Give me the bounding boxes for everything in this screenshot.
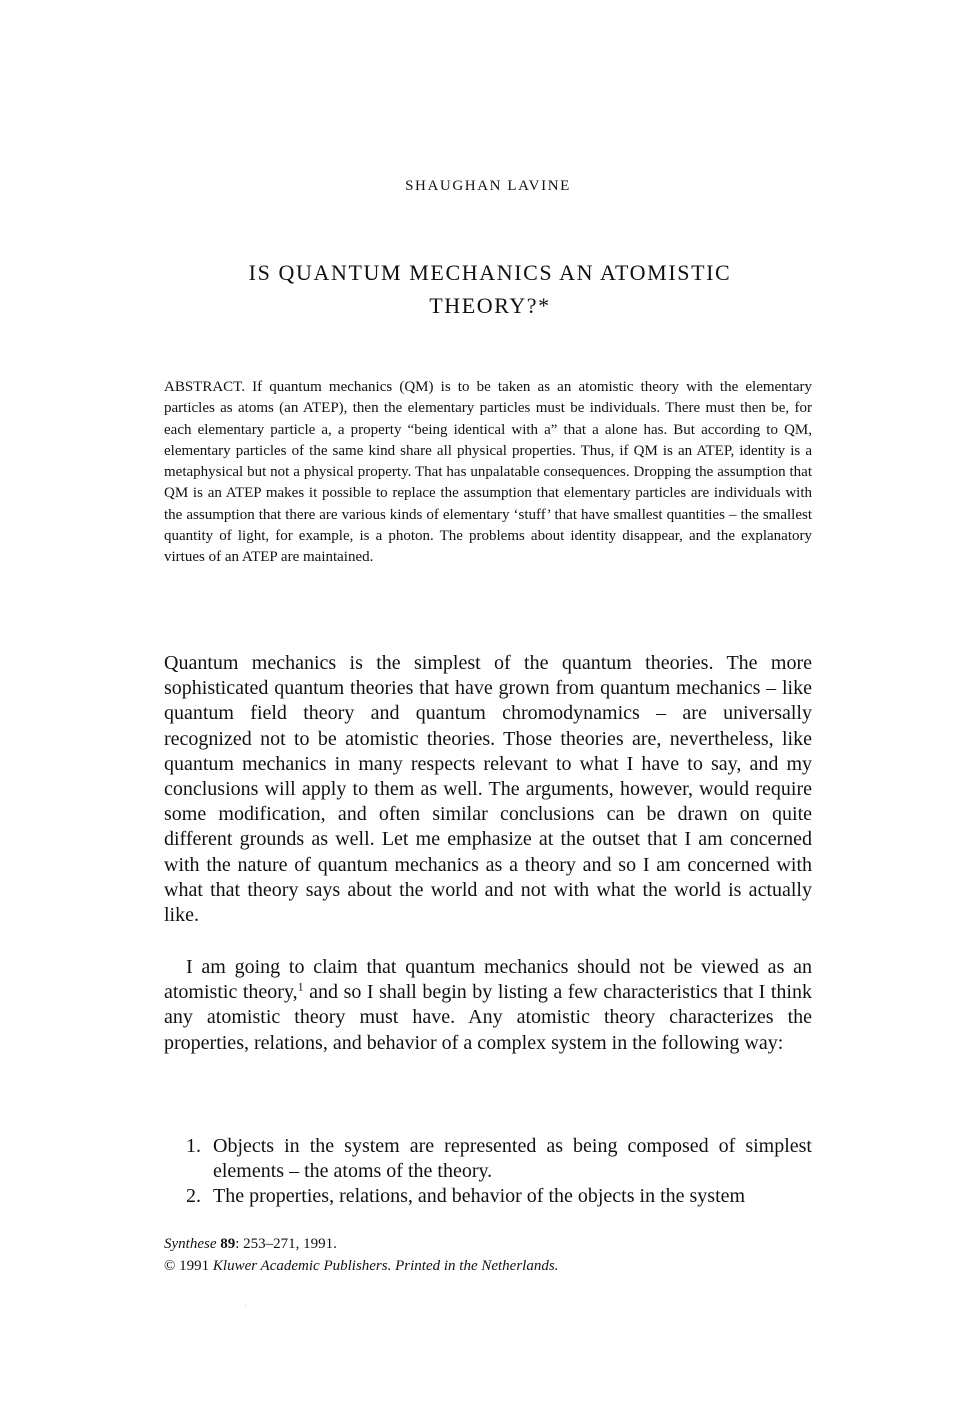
paragraph-2-text-end: and so I shall begin by listing a few characteristics that I think any atomistic theory must have. Any atomistic theory characterizes the properties, relations, and behavior of a complex system in the following way: (164, 981, 812, 1054)
list-item (164, 1134, 812, 1184)
list-item (164, 1184, 812, 1209)
list-item-text: Objects in the system are represented as being composed of simplest elements – the atoms of the theory. (213, 1135, 812, 1183)
publication-footer (164, 1234, 812, 1277)
characteristics-list (164, 1134, 812, 1210)
body-paragraph-1: Quantum mechanics is the simplest of the quantum theories. The more sophisticated quantum theories that have grown from quantum mechanics – like quantum field theory and quantum chromodynamics – are universally recognized not to be atomistic theories. Those theories are, nevertheless, like quantum mechanics in many respects relevant to what I have to say, and my conclusions will apply to them as well. The arguments, however, would require some modification, and often similar conclusions can be drawn on quite different grounds as well. Let me emphasize at the outset that I am concerned with the nature of quantum mechanics as a theory and so I am concerned with what that theory says about the world and not with what the world is actually like. (164, 652, 812, 927)
paper-title-line-1: IS QUANTUM MECHANICS AN ATOMISTIC (248, 260, 732, 285)
copyright-year: 1991 (179, 1257, 210, 1274)
journal-volume: 89 (220, 1236, 236, 1252)
list-item-number: 2. (186, 1185, 201, 1208)
copyright-icon: © (164, 1257, 176, 1274)
abstract: ABSTRACT. If quantum mechanics (QM) is to be taken as an atomistic theory with the elementary particles as atoms (an ATEP), then the elementary particles must be individuals. There must then be, for each elementary particle a, a property “being identical with a” that a alone has. But according to QM, elementary particles of the same kind share all physical properties. Thus, if QM is an ATEP, identity is a metaphysical but not a physical property. That has unpalatable consequences. Dropping the assumption that QM is an ATEP makes it possible to replace the assumption that elementary particles are individuals with the assumption that there are various kinds of elementary ‘stuff’ that have smallest quantities – the smallest quantity of light, for example, is a photon. The problems about identity disappear, and the explanatory virtues of an ATEP are maintained. (164, 379, 812, 566)
copyright-line (164, 1256, 812, 1278)
paragraph-2-text-start: I am going to claim that quantum mechanics should not be viewed as an atomistic theory, (164, 956, 812, 1004)
paper-title-line-2: THEORY?* (429, 293, 551, 318)
footnote-marker[interactable]: 1 (297, 979, 304, 994)
citation-line (164, 1234, 812, 1256)
journal-name: Synthese (164, 1236, 217, 1252)
journal-pages-year: : 253–271, 1991. (235, 1236, 337, 1252)
paper-title (200, 256, 780, 322)
author-name: SHAUGHAN LAVINE (405, 178, 571, 194)
list-item-text: The properties, relations, and behavior of the objects in the system (213, 1185, 746, 1208)
list-item-number: 1. (186, 1135, 201, 1157)
scan-speck (245, 1305, 246, 1306)
publisher-name: Kluwer Academic Publishers. Printed in the Netherlands. (212, 1257, 559, 1274)
body-paragraph-2 (164, 955, 812, 1056)
